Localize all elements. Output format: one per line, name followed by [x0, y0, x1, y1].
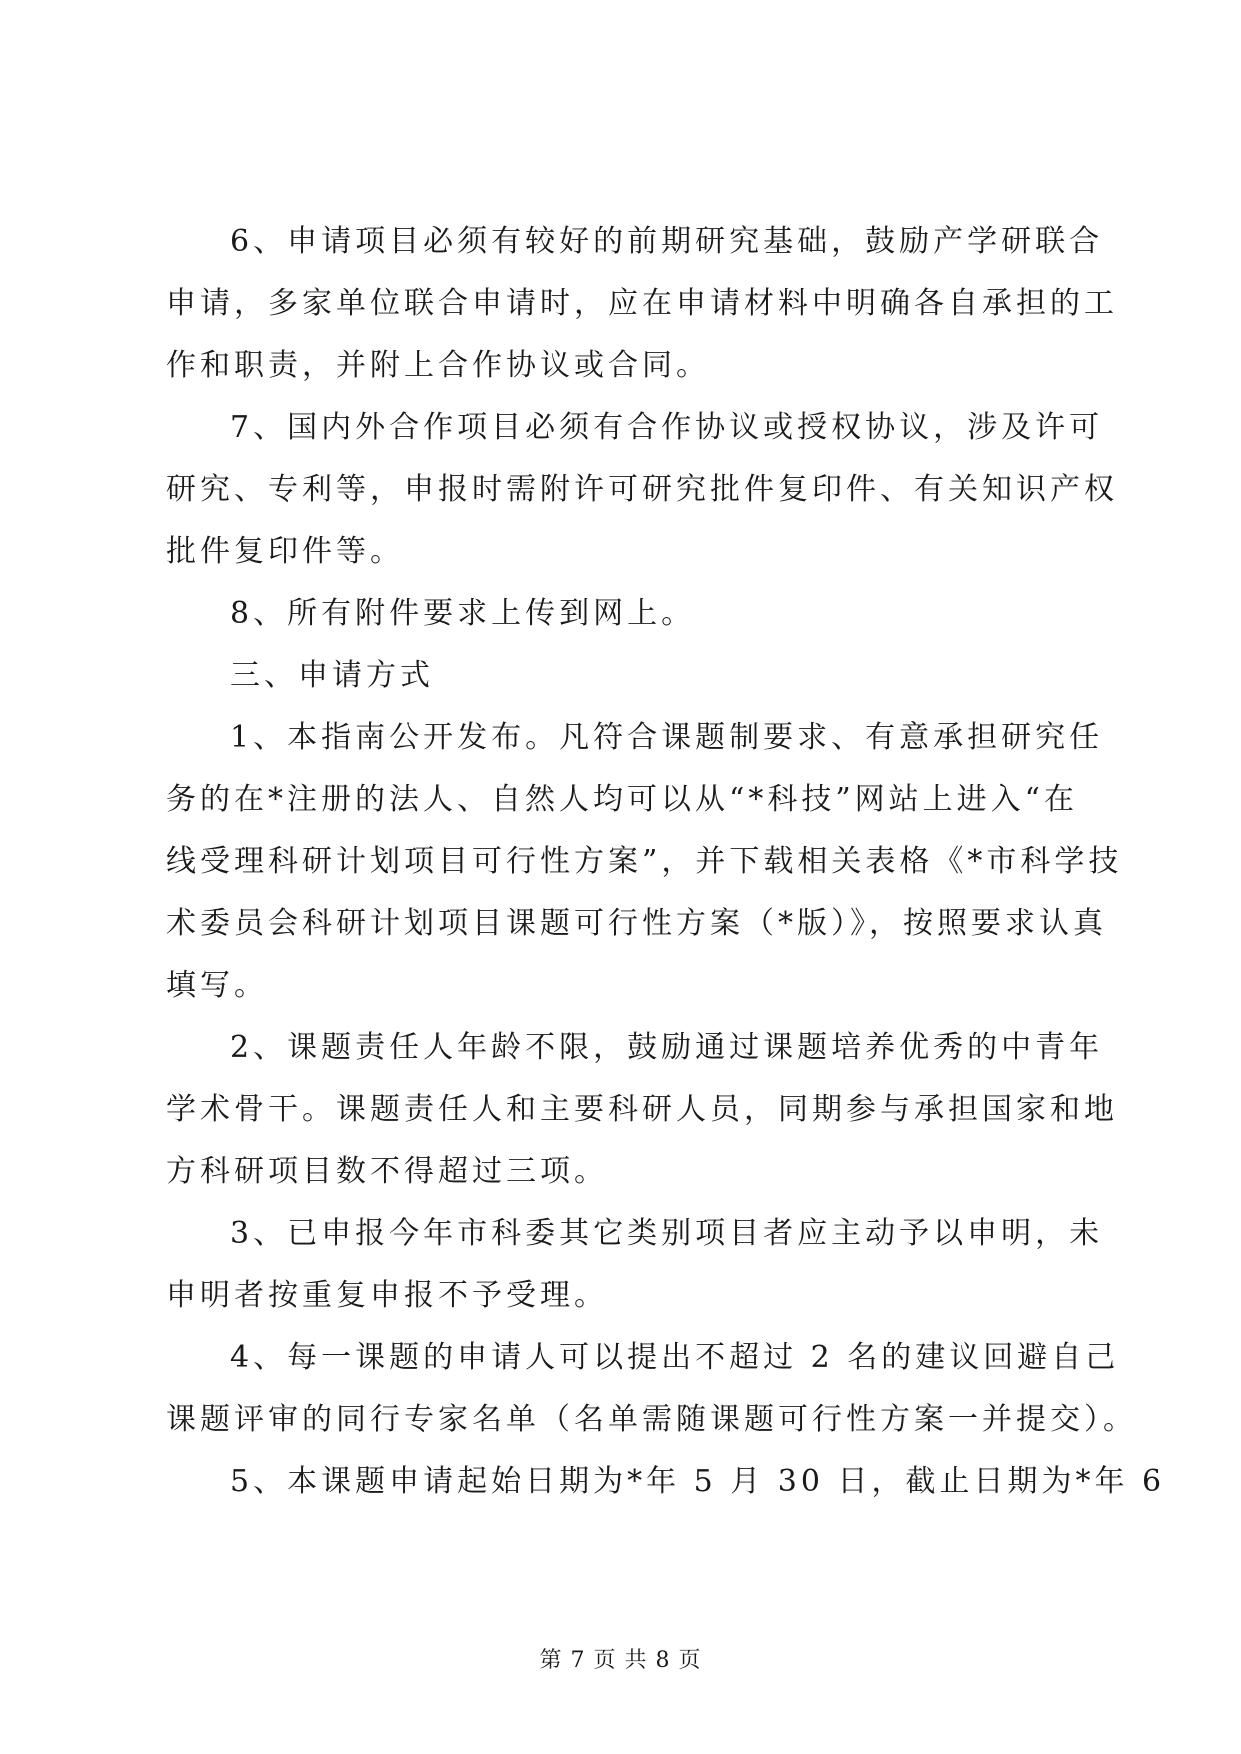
paragraph-7-line-2: 研究、专利等，申报时需附许可研究批件复印件、有关知识产权: [166, 472, 1118, 507]
item-1-line-2: 务的在*注册的法人、自然人均可以从“*科技”网站上进入“在: [166, 782, 1079, 817]
item-3-line-2: 申明者按重复申报不予受理。: [166, 1278, 608, 1313]
item-4-line-2: 课题评审的同行专家名单（名单需随课题可行性方案一并提交）。: [166, 1402, 1137, 1437]
paragraph-8-line-1: 8、所有附件要求上传到网上。: [230, 596, 696, 631]
item-1-line-4: 术委员会科研计划项目课题可行性方案（*版）》，按照要求认真: [166, 906, 1107, 941]
item-1-line-1: 1、本指南公开发布。凡符合课题制要求、有意承担研究任: [230, 720, 1104, 755]
section-heading: 三、申请方式: [230, 658, 434, 693]
paragraph-6-line-2: 申请，多家单位联合申请时，应在申请材料中明确各自承担的工: [166, 286, 1118, 321]
item-1-line-5: 填写。: [166, 968, 268, 1003]
paragraph-6-line-3: 作和职责，并附上合作协议或合同。: [166, 348, 710, 383]
page-number-footer: 第 7 页 共 8 页: [539, 1648, 702, 1673]
item-1-line-3: 线受理科研计划项目可行性方案”，并下载相关表格《*市科学技: [166, 844, 1123, 879]
item-3-line-1: 3、已申报今年市科委其它类别项目者应主动予以申明，未: [230, 1216, 1104, 1251]
paragraph-6-line-1: 6、申请项目必须有较好的前期研究基础，鼓励产学研联合: [230, 224, 1104, 259]
paragraph-7-line-1: 7、国内外合作项目必须有合作协议或授权协议，涉及许可: [230, 410, 1104, 445]
item-4-line-1: 4、每一课题的申请人可以提出不超过 2 名的建议回避自己: [230, 1340, 1120, 1375]
item-5-line-1: 5、本课题申请起始日期为*年 5 月 30 日，截止日期为*年 6: [230, 1464, 1166, 1499]
item-2-line-2: 学术骨干。课题责任人和主要科研人员，同期参与承担国家和地: [166, 1092, 1118, 1127]
paragraph-7-line-3: 批件复印件等。: [166, 534, 404, 569]
item-2-line-1: 2、课题责任人年龄不限，鼓励通过课题培养优秀的中青年: [230, 1030, 1104, 1065]
item-2-line-3: 方科研项目数不得超过三项。: [166, 1154, 608, 1189]
